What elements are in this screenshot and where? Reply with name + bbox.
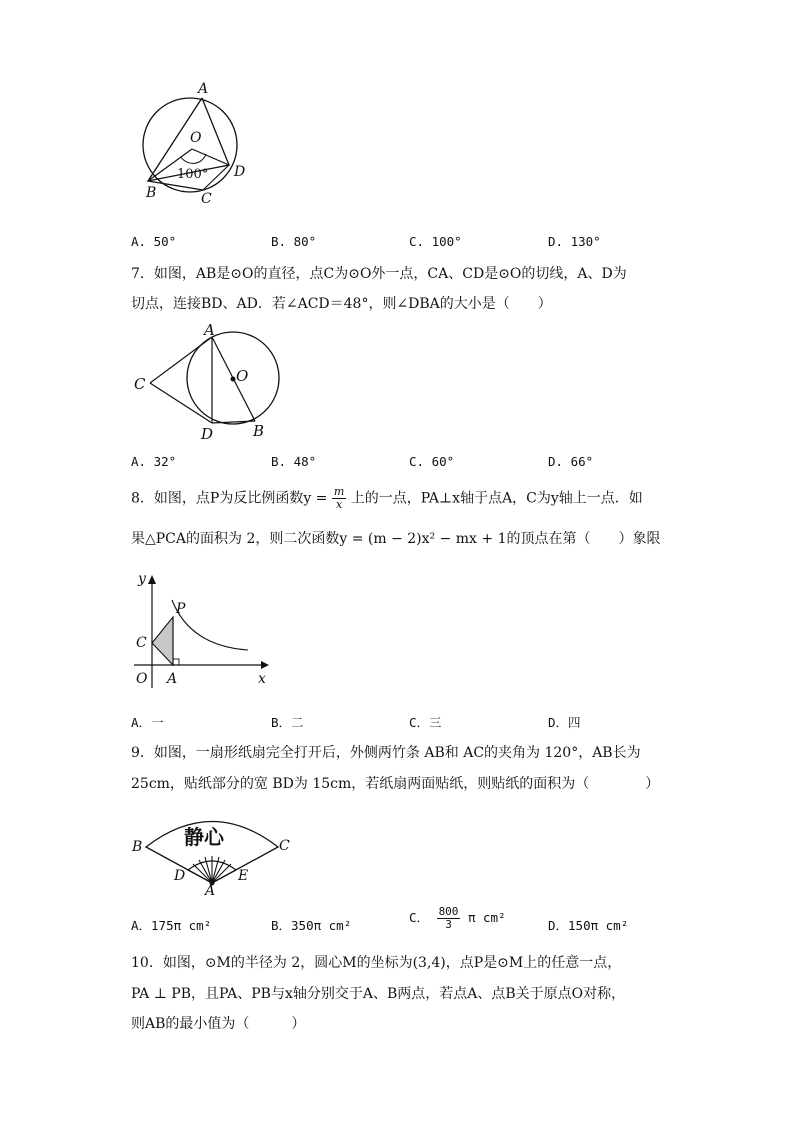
q8-option-a[interactable]: A．一 <box>131 715 164 730</box>
q7-option-d[interactable]: D. 66° <box>548 454 594 469</box>
label-O: O <box>136 671 148 687</box>
q7-line-2: 切点，连接BD、AD．若∠ACD＝48°，则∠DBA的大小是（ ） <box>131 296 552 312</box>
q9-option-c-letter: C． <box>409 910 430 925</box>
label-P: P <box>176 601 186 617</box>
angle-label: 100° <box>177 167 209 182</box>
q6-option-d[interactable]: D. 130° <box>548 234 601 249</box>
q9-line-1: 9．如图，一扇形纸扇完全打开后，外侧两竹条 AB和 AC的夹角为 120°，AB长为 <box>131 745 641 761</box>
q8-line-1a: 8．如图，点P为反比例函数y = <box>131 490 328 507</box>
q6-option-a[interactable]: A. 50° <box>131 234 177 249</box>
q8-option-b[interactable]: B．二 <box>271 715 304 730</box>
q8-option-c[interactable]: C．三 <box>409 715 442 730</box>
fraction-800-over-3 <box>437 906 461 931</box>
q10-line-2: PA ⊥ PB，且PA、PB与x轴分别交于A、B两点，若点A、点B关于原点O对称， <box>131 986 626 1002</box>
q8-line-1b: 上的一点，PA⊥x轴于点A，C为y轴上一点．如 <box>350 490 643 507</box>
fan-calligraphy: 静心 <box>184 825 224 849</box>
q9-line-2: 25cm，贴纸部分的宽 BD为 15cm，若纸扇两面贴纸，则贴纸的面积为（ ） <box>131 776 660 792</box>
q6-option-b[interactable]: B. 80° <box>271 234 317 249</box>
label-E: E <box>238 868 249 884</box>
q8-line-2: 果△PCA的面积为 2，则二次函数y = (m − 2)x² − mx + 1的顶点在第（ ）象限 <box>131 531 661 547</box>
label-D: D <box>174 868 186 884</box>
fraction-m-over-x <box>332 486 346 511</box>
q9-option-a[interactable]: A．175π cm² <box>131 918 212 933</box>
label-C: C <box>201 191 212 207</box>
label-x: x <box>258 671 266 687</box>
label-O: O <box>236 367 249 385</box>
fraction-numerator: 800 <box>438 905 459 918</box>
label-C: C <box>279 838 290 854</box>
q6-option-c[interactable]: C. 100° <box>409 234 462 249</box>
label-D: D <box>234 164 246 180</box>
q10-line-3: 则AB的最小值为（ ） <box>131 1016 306 1032</box>
label-D: D <box>201 425 214 443</box>
q10-line-1: 10．如图，⊙M的半径为 2，圆心M的坐标为(3,4)，点P是⊙M上的任意一点， <box>131 955 622 971</box>
q6-circle-figure <box>130 78 260 208</box>
q9-option-c[interactable] <box>409 906 506 931</box>
label-A: A <box>198 81 209 97</box>
q9-option-c-unit: π cm² <box>467 910 506 925</box>
label-B: B <box>132 839 143 855</box>
label-A: A <box>205 883 216 899</box>
label-C: C <box>136 635 147 651</box>
fraction-denominator: x <box>335 498 343 511</box>
q7-option-a[interactable]: A. 32° <box>131 454 177 469</box>
q7-line-1: 7．如图，AB是⊙O的直径，点C为⊙O外一点，CA、CD是⊙O的切线，A、D为 <box>131 266 627 282</box>
label-C: C <box>134 375 146 393</box>
q8-line-1 <box>131 486 643 511</box>
label-A: A <box>204 321 215 339</box>
q8-graph-figure <box>130 566 275 694</box>
q7-option-b[interactable]: B. 48° <box>271 454 317 469</box>
label-A: A <box>167 671 178 687</box>
label-O: O <box>190 130 202 146</box>
label-B: B <box>253 422 265 440</box>
label-y: y <box>138 571 146 587</box>
label-B: B <box>146 185 157 201</box>
q7-option-c[interactable]: C. 60° <box>409 454 455 469</box>
q9-fan-figure <box>130 804 298 899</box>
fraction-numerator: m <box>333 485 345 498</box>
q7-tangent-figure <box>130 322 290 442</box>
q8-option-d[interactable]: D．四 <box>548 715 581 730</box>
fraction-denominator: 3 <box>445 918 452 931</box>
q9-option-b[interactable]: B．350π cm² <box>271 918 352 933</box>
q9-option-d[interactable]: D．150π cm² <box>548 918 629 933</box>
